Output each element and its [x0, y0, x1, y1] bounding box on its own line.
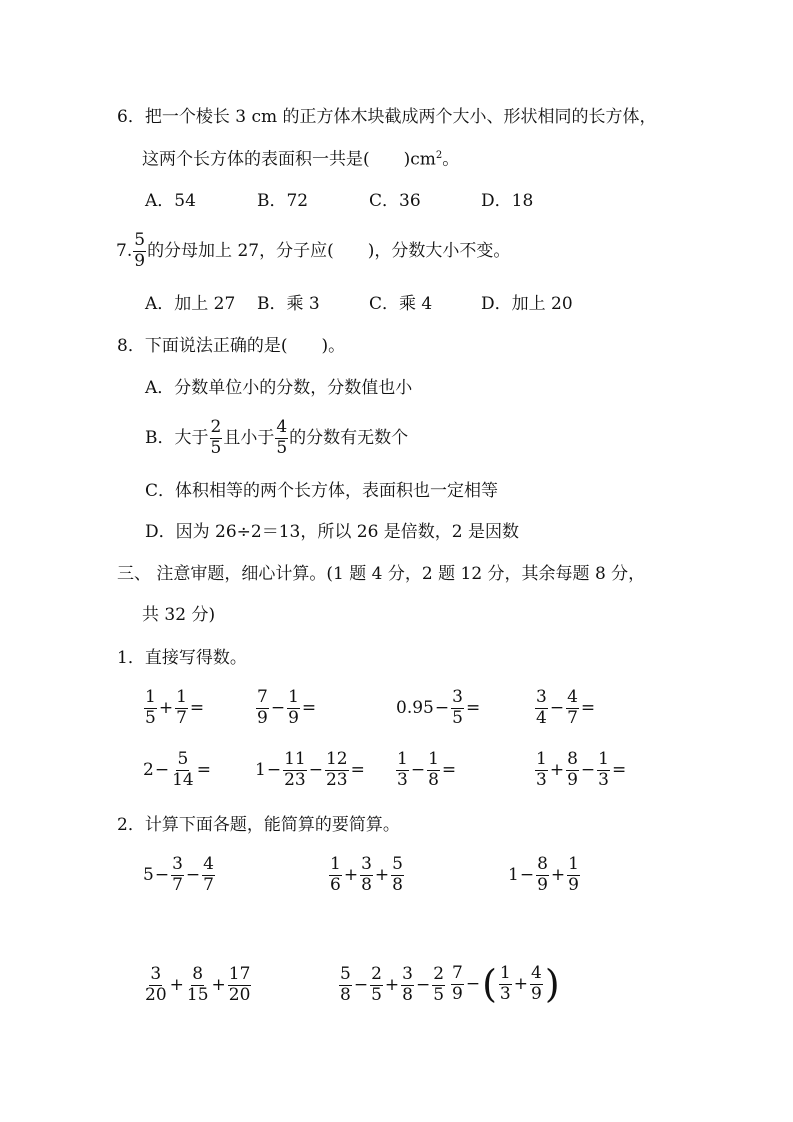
number: 5	[143, 864, 154, 885]
denominator: 9	[537, 874, 548, 895]
denominator: 9	[567, 769, 578, 790]
number: 0.95	[396, 697, 434, 718]
denominator: 3	[397, 769, 408, 790]
fraction	[325, 748, 349, 790]
fraction	[597, 748, 610, 790]
q8-option-b-text-2: 且小于	[223, 427, 275, 448]
q7-option-a: A．加上 27	[145, 294, 236, 314]
numerator: 1	[499, 962, 511, 983]
equals-sign: =	[196, 759, 211, 780]
expr-8	[534, 750, 627, 790]
fraction	[536, 853, 549, 895]
expr-5	[143, 750, 212, 790]
denominator: 4	[536, 707, 547, 728]
fraction	[432, 963, 445, 1005]
q6-option-c: C．36	[369, 191, 421, 211]
operator: −	[415, 974, 431, 995]
expr-2	[255, 688, 317, 728]
operator: +	[384, 974, 400, 995]
q7-option-b: B．乘 3	[257, 294, 320, 314]
denominator: 7	[172, 874, 183, 895]
operator: −	[410, 759, 426, 780]
q8-option-b	[145, 418, 408, 458]
fraction	[256, 686, 269, 728]
denominator: 3	[598, 769, 609, 790]
numerator: 11	[284, 748, 306, 769]
operator: −	[266, 759, 282, 780]
denominator: 23	[325, 769, 348, 790]
numerator: 8	[537, 853, 548, 874]
q7-text: 的分母加上 27，分子应( )，分数大小不变。	[147, 240, 511, 261]
numerator: 5	[340, 963, 351, 984]
expr-7	[395, 750, 457, 790]
denominator: 7	[176, 707, 187, 728]
denominator: 8	[428, 769, 439, 790]
fraction	[427, 748, 440, 790]
equals-sign: =	[441, 759, 457, 780]
denominator: 8	[340, 984, 351, 1005]
q8-option-a: A．分数单位小的分数，分数值也小	[145, 378, 413, 398]
denominator: 9	[452, 983, 463, 1004]
q8-fraction-1	[210, 416, 223, 458]
expr-6	[255, 750, 366, 790]
fraction	[283, 748, 307, 790]
q8-option-b-text-3: 的分数有无数个	[289, 427, 409, 448]
fraction	[451, 962, 464, 1004]
numerator: 3	[402, 963, 413, 984]
right-bracket: )	[544, 962, 560, 1006]
numerator: 5	[392, 853, 403, 874]
operator: −	[154, 759, 170, 780]
operator: −	[270, 697, 286, 718]
expr-3	[396, 688, 481, 728]
numerator: 1	[176, 686, 187, 707]
expr-4	[534, 688, 596, 728]
numerator: 1	[397, 748, 408, 769]
equals-sign: =	[465, 697, 481, 718]
fraction	[530, 962, 543, 1004]
fraction	[535, 748, 548, 790]
denominator: 5	[210, 437, 222, 458]
numerator: 4	[530, 962, 542, 983]
denominator: 3	[536, 769, 547, 790]
numerator: 17	[228, 963, 251, 984]
operator: −	[154, 864, 170, 885]
fraction	[451, 686, 464, 728]
calc-3	[508, 855, 581, 895]
denominator: 9	[530, 983, 542, 1004]
operator: +	[211, 974, 226, 995]
fraction	[401, 963, 414, 1005]
denominator: 5	[276, 437, 288, 458]
calc-4	[143, 963, 252, 1007]
q8-option-d: D．因为 26÷2＝13，所以 26 是倍数，2 是因数	[145, 522, 520, 542]
numerator: 8	[192, 963, 204, 984]
fraction	[370, 963, 383, 1005]
operator: −	[465, 973, 481, 994]
denominator: 9	[288, 707, 299, 728]
fraction	[202, 853, 215, 895]
q6-option-b: B．72	[257, 191, 309, 211]
numerator: 5	[134, 229, 146, 250]
numerator: 4	[203, 853, 214, 874]
denominator: 15	[186, 984, 209, 1005]
operator: −	[549, 697, 565, 718]
fraction	[566, 686, 579, 728]
fraction	[535, 686, 548, 728]
q7-fraction	[133, 229, 146, 271]
fraction	[175, 686, 188, 728]
denominator: 6	[330, 874, 341, 895]
numerator: 1	[288, 686, 299, 707]
operator: −	[434, 697, 450, 718]
fraction	[144, 963, 168, 1005]
fraction	[287, 686, 300, 728]
numerator: 7	[257, 686, 268, 707]
equals-sign: =	[611, 759, 627, 780]
operator: +	[550, 864, 566, 885]
q6-line2	[142, 151, 459, 169]
q6-line2-text: 这两个长方体的表面积一共是( )cm	[142, 149, 436, 170]
denominator: 8	[402, 984, 413, 1005]
operator: −	[308, 759, 323, 780]
section3-heading-cont: 共 32 分)	[142, 605, 216, 625]
numerator: 7	[452, 962, 463, 983]
operator: +	[343, 864, 359, 885]
denominator: 23	[284, 769, 306, 790]
denominator: 3	[499, 983, 511, 1004]
q7-option-c: C．乘 4	[369, 294, 433, 314]
numerator: 2	[210, 416, 222, 437]
denominator: 7	[203, 874, 214, 895]
fraction	[391, 853, 404, 895]
calc-6	[450, 960, 561, 1008]
numerator: 3	[536, 686, 547, 707]
numerator: 2	[433, 963, 445, 984]
denominator: 9	[257, 707, 268, 728]
operator: +	[169, 974, 184, 995]
fraction	[396, 748, 409, 790]
q7-number: 7.	[116, 240, 133, 261]
q7-stem	[116, 229, 511, 271]
number: 1	[508, 864, 519, 885]
denominator: 9	[134, 250, 146, 271]
q8-option-b-text-1: B．大于	[145, 427, 209, 448]
numerator: 1	[330, 853, 341, 874]
operator: +	[513, 973, 528, 994]
q6-line1: 6．把一个棱长 3 cm 的正方体木块截成两个大小、形状相同的长方体，	[117, 107, 657, 127]
part2-title: 2．计算下面各题，能简算的要简算。	[117, 815, 400, 835]
equals-sign: =	[301, 697, 317, 718]
calc-1	[143, 855, 216, 895]
equals-sign: =	[350, 759, 365, 780]
equals-sign: =	[580, 697, 596, 718]
operator: −	[185, 864, 201, 885]
q6-option-a: A．54	[145, 191, 196, 211]
fraction	[360, 853, 373, 895]
denominator: 5	[433, 984, 445, 1005]
calc-2	[328, 855, 405, 895]
q6-unit-superscript: 2	[435, 150, 443, 161]
part1-title: 1．直接写得数。	[117, 648, 247, 668]
q8-option-c: C．体积相等的两个长方体，表面积也一定相等	[145, 481, 499, 501]
denominator: 20	[228, 984, 251, 1005]
numerator: 3	[361, 853, 372, 874]
number: 1	[255, 759, 266, 780]
fraction	[329, 853, 342, 895]
q8-fraction-2	[275, 416, 288, 458]
fraction	[171, 853, 184, 895]
fraction	[339, 963, 352, 1005]
q7-option-d: D．加上 20	[481, 294, 573, 314]
number: 2	[143, 759, 154, 780]
denominator: 8	[361, 874, 372, 895]
numerator: 3	[172, 853, 183, 874]
fraction	[499, 962, 512, 1004]
fraction	[171, 748, 195, 790]
operator: +	[158, 697, 174, 718]
numerator: 1	[568, 853, 579, 874]
fraction	[566, 748, 579, 790]
q8-stem: 8．下面说法正确的是( )。	[117, 336, 346, 356]
fraction	[228, 963, 252, 1005]
numerator: 1	[428, 748, 439, 769]
left-bracket: (	[482, 962, 497, 1006]
numerator: 3	[150, 963, 162, 984]
numerator: 4	[276, 416, 288, 437]
operator: +	[374, 864, 390, 885]
fraction	[186, 963, 210, 1005]
q6-option-d: D．18	[481, 191, 534, 211]
numerator: 2	[371, 963, 382, 984]
q6-line2-end: 。	[442, 149, 460, 170]
operator: −	[580, 759, 596, 780]
equals-sign: =	[189, 697, 205, 718]
numerator: 8	[567, 748, 578, 769]
operator: −	[353, 974, 369, 995]
denominator: 20	[145, 984, 167, 1005]
fraction	[567, 853, 580, 895]
denominator: 14	[172, 769, 194, 790]
numerator: 4	[567, 686, 578, 707]
denominator: 5	[452, 707, 463, 728]
section3-heading: 三、 注意审题，细心计算。(1 题 4 分，2 题 12 分，其余每题 8 分，	[117, 564, 646, 584]
numerator: 3	[452, 686, 463, 707]
numerator: 12	[325, 748, 348, 769]
numerator: 1	[536, 748, 547, 769]
denominator: 5	[371, 984, 382, 1005]
expr-1	[143, 688, 205, 728]
numerator: 1	[598, 748, 609, 769]
operator: +	[549, 759, 565, 780]
denominator: 9	[568, 874, 579, 895]
denominator: 5	[145, 707, 156, 728]
numerator: 5	[177, 748, 189, 769]
fraction	[144, 686, 157, 728]
calc-5	[338, 963, 446, 1007]
numerator: 1	[145, 686, 156, 707]
operator: −	[519, 864, 535, 885]
denominator: 7	[567, 707, 578, 728]
denominator: 8	[392, 874, 403, 895]
